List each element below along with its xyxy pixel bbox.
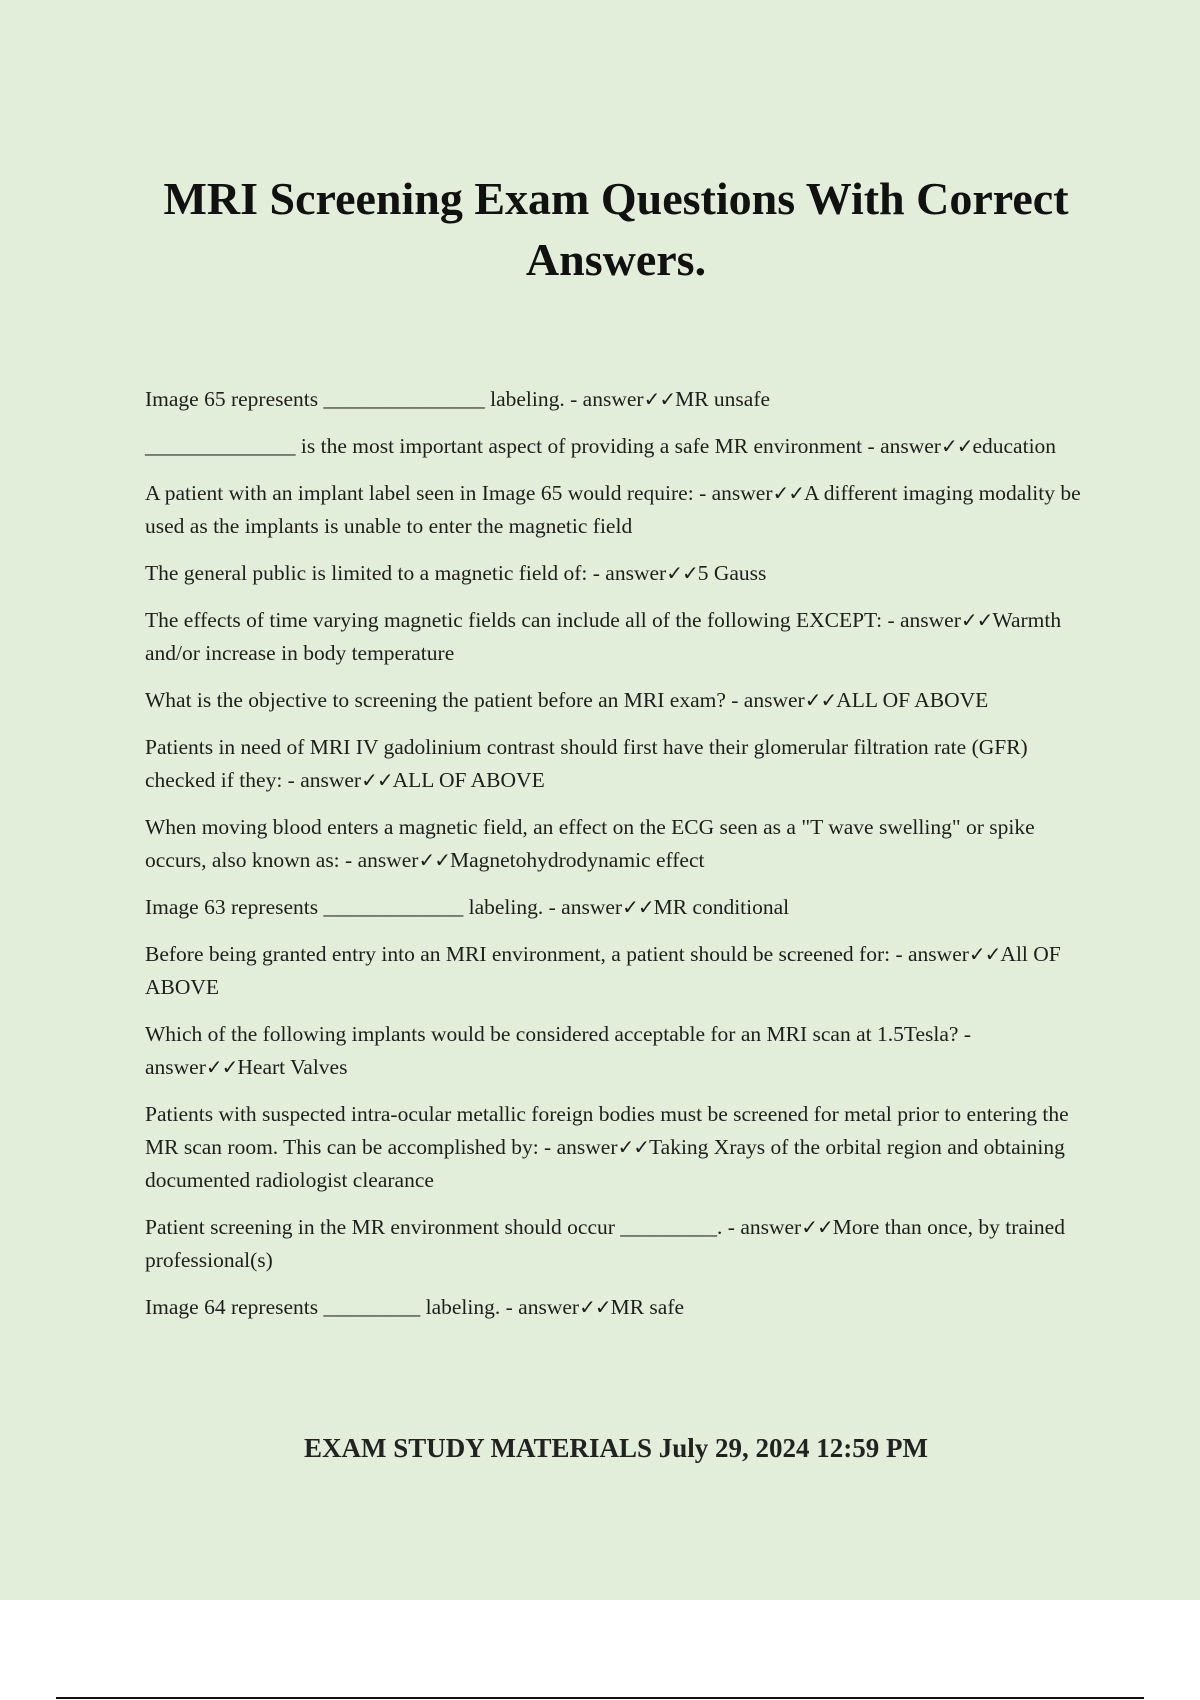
qa-item [145,430,1090,463]
qa-item [145,891,1090,924]
answer-text: A different imaging modality be used as the implants is unable to enter the magnetic field [145,481,1081,538]
answer-text: 5 Gauss [697,561,767,585]
question-text: Which of the following implants would be considered acceptable for an MRI scan at 1.5Tesla? - answer [145,1022,971,1079]
check-icon: ✓✓ [361,768,393,792]
check-icon: ✓✓ [772,481,805,505]
question-text: Patients with suspected intra-ocular metallic foreign bodies must be screened for metal prior to entering the MR scan room. This can be accomplished by: - answer [145,1102,1069,1159]
qa-item [145,477,1090,543]
document-title: MRI Screening Exam Questions With Correct Answers. [163,173,1069,285]
question-text: Image 64 represents _________ labeling. - answer [145,1295,580,1319]
question-text: The general public is limited to a magnetic field of: - answer [145,561,667,585]
question-text: Patient screening in the MR environment should occur _________. - answer [145,1215,802,1239]
answer-text: education [972,434,1057,458]
qa-item [145,731,1090,797]
question-text: Image 65 represents _______________ labeling. - answer [145,387,644,411]
check-icon: ✓✓ [617,1135,650,1159]
qa-list [145,383,1090,1338]
qa-item [145,557,1090,590]
check-icon: ✓✓ [205,1055,238,1079]
check-icon: ✓✓ [804,688,837,712]
answer-text: More than once, by trained professional(s) [145,1215,1065,1272]
question-text: The effects of time varying magnetic fields can include all of the following EXCEPT: - answer [145,608,961,632]
check-icon: ✓✓ [643,387,676,411]
answer-text: Heart Valves [237,1055,348,1079]
answer-text: Warmth and/or increase in body temperature [145,608,1062,665]
question-text: When moving blood enters a magnetic field, an effect on the ECG seen as a "T wave swelling" or spike occurs, also known as: - answer [145,815,1035,872]
answer-text: ALL OF ABOVE [836,688,989,712]
check-icon: ✓✓ [968,942,1001,966]
question-text: A patient with an implant label seen in Image 65 would require: - answer [145,481,773,505]
question-text: Before being granted entry into an MRI environment, a patient should be screened for: - answer [145,942,969,966]
answer-text: MR safe [610,1295,685,1319]
qa-item [145,811,1090,877]
check-icon: ✓✓ [418,848,450,872]
qa-item [145,1018,1090,1084]
qa-item [145,604,1090,670]
answer-text: Taking Xrays of the orbital region and obtaining documented radiologist clearance [145,1135,1065,1192]
question-text: Image 63 represents _____________ labeling. - answer [145,895,623,919]
check-icon: ✓✓ [622,895,654,919]
document-footer: EXAM STUDY MATERIALS July 29, 2024 12:59 PM [303,1433,929,1463]
check-icon: ✓✓ [801,1215,833,1239]
question-text: Patients in need of MRI IV gadolinium contrast should first have their glomerular filtration rate (GFR) checked if they: - answer [145,735,1028,792]
answer-text: MR conditional [653,895,790,919]
check-icon: ✓✓ [940,434,973,458]
qa-item [145,684,1090,717]
answer-text: All OF ABOVE [145,942,1061,999]
page-divider [56,1697,1144,1699]
check-icon: ✓✓ [960,608,993,632]
qa-item [145,1211,1090,1277]
qa-item [145,383,1090,416]
answer-text: MR unsafe [675,387,771,411]
qa-item [145,1291,1090,1324]
answer-text: Magnetohydrodynamic effect [449,848,705,872]
qa-item [145,938,1090,1004]
question-text: ______________ is the most important aspect of providing a safe MR environment - answer [145,434,941,458]
check-icon: ✓✓ [579,1295,611,1319]
check-icon: ✓✓ [666,561,698,585]
answer-text: ALL OF ABOVE [392,768,545,792]
question-text: What is the objective to screening the patient before an MRI exam? - answer [145,688,805,712]
qa-item [145,1098,1090,1197]
